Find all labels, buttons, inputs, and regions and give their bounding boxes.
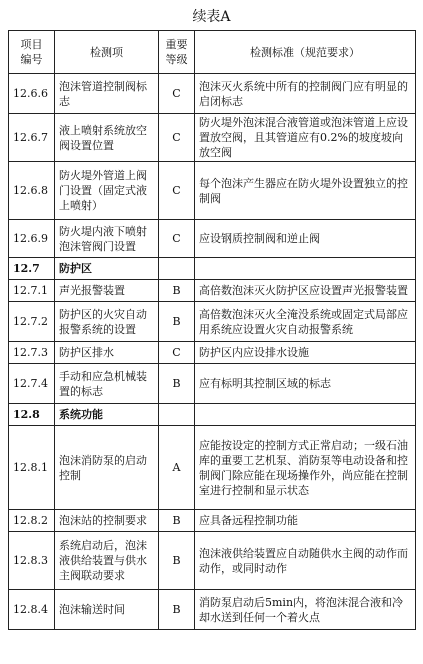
cell-item: 泡沫消防泵的启动控制 <box>55 426 159 510</box>
cell-number: 12.8.3 <box>9 532 55 590</box>
cell-standard: 泡沫灭火系统中所有的控制阀门应有明显的启闭标志 <box>195 74 416 114</box>
cell-item: 系统功能 <box>55 404 159 426</box>
cell-item: 泡沫输送时间 <box>55 590 159 630</box>
cell-number: 12.7.4 <box>9 364 55 404</box>
cell-standard <box>195 258 416 280</box>
cell-item: 防火堤外管道上阀门设置（固定式液上喷射） <box>55 162 159 220</box>
cell-number: 12.8.1 <box>9 426 55 510</box>
header-item: 检测项 <box>55 31 159 74</box>
table-row <box>9 590 416 630</box>
table-row <box>9 510 416 532</box>
cell-level: A <box>159 426 195 510</box>
cell-standard: 防护区内应设排水设施 <box>195 342 416 364</box>
header-row <box>9 31 416 74</box>
cell-number: 12.7 <box>9 258 55 280</box>
cell-item: 液上喷射系统放空阀设置位置 <box>55 114 159 162</box>
cell-standard: 消防泵启动后5min内，将泡沫混合液和冷却水送到任何一个着火点 <box>195 590 416 630</box>
cell-item: 泡沫管道控制阀标志 <box>55 74 159 114</box>
table-row <box>9 342 416 364</box>
cell-level: B <box>159 532 195 590</box>
cell-level <box>159 258 195 280</box>
table-row <box>9 364 416 404</box>
section-row <box>9 258 416 280</box>
cell-standard: 应设钢质控制阀和逆止阀 <box>195 220 416 258</box>
header-level: 重要 等级 <box>159 31 195 74</box>
cell-level: B <box>159 280 195 302</box>
cell-item: 防护区的火灾自动报警系统的设置 <box>55 302 159 342</box>
cell-number: 12.7.2 <box>9 302 55 342</box>
cell-item: 防护区 <box>55 258 159 280</box>
cell-standard: 高倍数泡沫灭火防护区应设置声光报警装置 <box>195 280 416 302</box>
cell-standard: 每个泡沫产生器应在防火堤外设置独立的控制阀 <box>195 162 416 220</box>
cell-number: 12.6.7 <box>9 114 55 162</box>
cell-number: 12.8 <box>9 404 55 426</box>
cell-number: 12.8.2 <box>9 510 55 532</box>
cell-standard: 泡沫液供给装置应自动随供水主阀的动作而动作，或同时动作 <box>195 532 416 590</box>
section-row <box>9 404 416 426</box>
table-body <box>9 74 416 630</box>
cell-level: C <box>159 114 195 162</box>
table-row <box>9 532 416 590</box>
cell-number: 12.6.6 <box>9 74 55 114</box>
cell-item: 防护区排水 <box>55 342 159 364</box>
header-no: 项目 编号 <box>9 31 55 74</box>
cell-level: C <box>159 162 195 220</box>
cell-standard: 应有标明其控制区域的标志 <box>195 364 416 404</box>
header-standard: 检测标准（规范要求） <box>195 31 416 74</box>
cell-level: B <box>159 302 195 342</box>
cell-number: 12.7.1 <box>9 280 55 302</box>
cell-level: C <box>159 74 195 114</box>
inspection-table <box>8 30 416 630</box>
cell-level: B <box>159 590 195 630</box>
cell-number: 12.8.4 <box>9 590 55 630</box>
cell-item: 手动和应急机械装置的标志 <box>55 364 159 404</box>
table-title: 续表A <box>192 9 231 25</box>
cell-number: 12.6.8 <box>9 162 55 220</box>
cell-level <box>159 404 195 426</box>
cell-standard <box>195 404 416 426</box>
table-row <box>9 114 416 162</box>
cell-item: 声光报警装置 <box>55 280 159 302</box>
cell-standard: 应能按设定的控制方式正常启动；一级石油库的重要工艺机泵、消防泵等电动设备和控制阀门除应能在现场操作外，尚应能在控制室进行控制和显示状态 <box>195 426 416 510</box>
table-row <box>9 280 416 302</box>
cell-level: C <box>159 220 195 258</box>
cell-item: 泡沫站的控制要求 <box>55 510 159 532</box>
table-row <box>9 162 416 220</box>
table-row <box>9 426 416 510</box>
cell-item: 防火堤内液下喷射泡沫管阀门设置 <box>55 220 159 258</box>
table-row <box>9 302 416 342</box>
table-row <box>9 74 416 114</box>
cell-level: B <box>159 510 195 532</box>
cell-number: 12.7.3 <box>9 342 55 364</box>
cell-standard: 应具备远程控制功能 <box>195 510 416 532</box>
cell-number: 12.6.9 <box>9 220 55 258</box>
cell-level: C <box>159 342 195 364</box>
cell-standard: 防火堤外泡沫混合液管道或泡沫管道上应设置放空阀，且其管道应有0.2%的坡度坡向放空阀 <box>195 114 416 162</box>
cell-level: B <box>159 364 195 404</box>
table-row <box>9 220 416 258</box>
cell-standard: 高倍数泡沫灭火全淹没系统或固定式局部应用系统应设置火灾自动报警系统 <box>195 302 416 342</box>
cell-item: 系统启动后，泡沫液供给装置与供水主阀联动要求 <box>55 532 159 590</box>
